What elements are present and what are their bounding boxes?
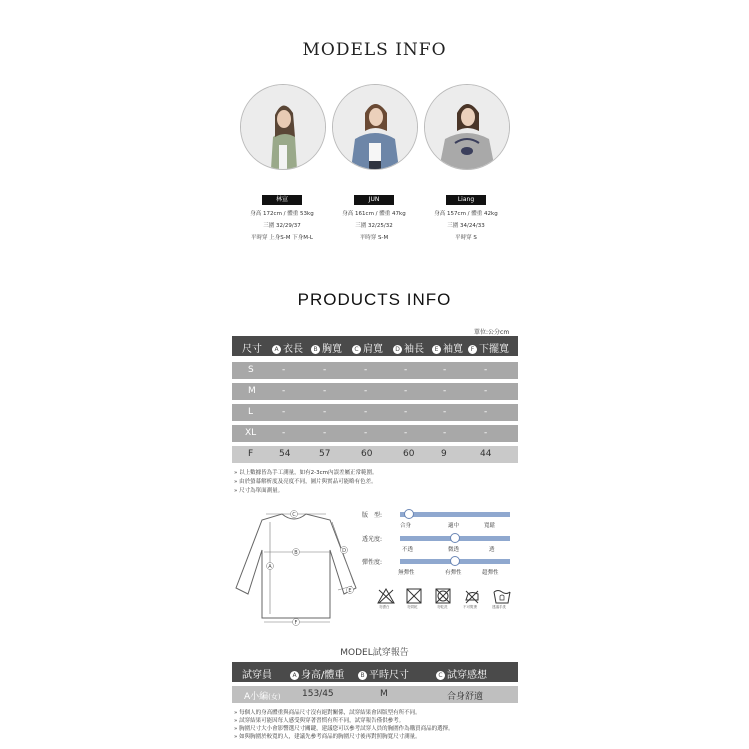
badge-f: F	[468, 345, 477, 354]
value-cell: -	[364, 365, 368, 375]
column-header-sleeve-width: E 袖寬	[432, 340, 463, 355]
opacity-option: 微透	[448, 547, 460, 553]
badge-b: B	[311, 345, 320, 354]
value-cell: -	[282, 365, 286, 375]
model-height-weight: 身高 157cm / 體重 42kg	[434, 211, 498, 217]
size-cell: L	[248, 407, 254, 417]
unit-label: 單位:公分cm	[474, 329, 510, 336]
care-label: 建議手洗	[492, 605, 506, 609]
fit-slider	[400, 512, 510, 517]
garment-measurement-diagram	[230, 504, 370, 630]
model-height-weight: 身高 172cm / 體重 53kg	[250, 211, 314, 217]
elasticity-option: 超彈性	[482, 570, 499, 576]
opacity-slider-knob	[450, 533, 460, 543]
size-column-header: 尺寸	[242, 344, 262, 355]
value-cell: -	[282, 407, 286, 417]
report-header	[232, 662, 518, 682]
model-name-tag: JUN	[354, 195, 394, 205]
model-usual-size: 平時穿 S	[455, 235, 477, 241]
model-card-1	[232, 84, 332, 241]
badge-b: B	[358, 671, 367, 680]
value-cell: -	[323, 386, 327, 396]
diagram-label-a: A	[268, 564, 272, 570]
diagram-label-f: F	[294, 620, 298, 626]
badge-c: C	[436, 671, 445, 680]
report-header-tester: 試穿員	[242, 670, 272, 681]
value-cell: -	[484, 428, 488, 438]
report-note: » 胸圍尺寸大小會影響選尺寸關鍵，建議您可以參考試穿人員的胸圍作為購買商品的選擇。	[234, 726, 454, 732]
report-note: » 如與胸圍於較寬的人，建議先參考商品的胸圍尺寸後再對照胸寬尺寸測量。	[234, 734, 421, 740]
table-row	[232, 362, 518, 379]
report-height-weight: 153/45	[302, 689, 334, 699]
column-header-sleeve-length: D 袖長	[393, 340, 424, 355]
care-label: 不可熨燙	[463, 605, 477, 609]
table-row	[232, 404, 518, 421]
report-size: M	[380, 689, 388, 699]
size-note: » 以上數據皆為手工測量，如有2-3cm內誤差屬正常範圍。	[234, 470, 378, 476]
size-cell: F	[248, 449, 254, 459]
value-cell: -	[364, 407, 368, 417]
size-note: » 由於螢幕解析度及亮度不同，圖片與實品可能略有色差。	[234, 479, 377, 485]
badge-c: C	[352, 345, 361, 354]
fit-slider-knob	[404, 509, 414, 519]
value-cell: 9	[441, 449, 447, 459]
elasticity-slider-knob	[450, 556, 460, 566]
report-feedback: 合身舒適	[447, 692, 484, 702]
diagram-label-d: D	[342, 548, 346, 554]
model-name-tag: 林宣	[262, 195, 302, 205]
fit-label: 版 型:	[362, 512, 383, 519]
value-cell: -	[404, 365, 408, 375]
opacity-option: 透	[489, 547, 495, 553]
report-title: MODEL試穿報告	[340, 648, 409, 658]
report-header-height-weight: A 身高/體重	[290, 666, 344, 681]
care-label: 勿乾洗	[437, 605, 448, 609]
column-header-shoulder: C 肩寬	[352, 340, 383, 355]
model-measurements: 三圍 32/25/32	[355, 223, 393, 229]
table-row	[232, 425, 518, 442]
size-cell: M	[248, 386, 256, 396]
diagram-label-b: B	[294, 550, 298, 556]
badge-a: A	[272, 345, 281, 354]
size-cell: XL	[245, 428, 257, 438]
report-note: » 每個人的身高體重與商品尺寸沒有絕對關係，試穿結果會因版型有所不同。	[234, 710, 421, 716]
badge-a: A	[290, 671, 299, 680]
fit-option: 合身	[400, 523, 412, 529]
opacity-option: 不透	[402, 547, 414, 553]
care-label: 勿烘乾	[407, 605, 418, 609]
value-cell: -	[364, 386, 368, 396]
value-cell: -	[323, 428, 327, 438]
value-cell: -	[484, 386, 488, 396]
model-card-2	[324, 84, 424, 241]
value-cell: 60	[403, 449, 415, 459]
fit-option: 寬鬆	[484, 523, 496, 529]
badge-d: D	[393, 345, 402, 354]
products-title: PRODUCTS INFO	[297, 290, 452, 309]
value-cell: -	[404, 386, 408, 396]
value-cell: -	[404, 428, 408, 438]
value-cell: -	[282, 386, 286, 396]
value-cell: 54	[279, 449, 291, 459]
model-usual-size: 平時穿 上身S-M 下身M-L	[250, 235, 313, 241]
badge-e: E	[432, 345, 441, 354]
report-header-usual-size: B 平時尺寸	[358, 666, 409, 681]
model-photo	[332, 84, 418, 170]
elasticity-option: 無彈性	[398, 570, 415, 576]
value-cell: -	[323, 365, 327, 375]
fit-option: 適中	[448, 523, 460, 529]
value-cell: 44	[480, 449, 492, 459]
elasticity-label: 彈性度:	[362, 559, 383, 566]
value-cell: -	[323, 407, 327, 417]
report-row	[232, 686, 518, 703]
model-name-tag: Liang	[446, 195, 486, 205]
value-cell: 57	[319, 449, 331, 459]
diagram-label-e: E	[348, 588, 352, 594]
report-header-feedback: C 試穿感想	[436, 666, 487, 681]
model-measurements: 三圍 32/29/37	[263, 223, 301, 229]
model-card-3	[416, 84, 516, 241]
value-cell: -	[484, 407, 488, 417]
model-photo	[240, 84, 326, 170]
model-measurements: 三圍 34/24/33	[447, 223, 485, 229]
value-cell: 60	[361, 449, 373, 459]
diagram-label-c: C	[292, 512, 296, 518]
column-header-length: A 衣長	[272, 340, 303, 355]
elasticity-option: 有彈性	[445, 570, 462, 576]
size-note: » 尺寸為單面測量。	[234, 488, 284, 494]
value-cell: -	[443, 365, 447, 375]
value-cell: -	[484, 365, 488, 375]
care-label: 勿漂白	[379, 605, 390, 609]
table-row	[232, 383, 518, 400]
report-tester: A小編(女)	[244, 692, 281, 702]
column-header-hem: F 下擺寬	[468, 340, 509, 355]
size-cell: S	[248, 365, 254, 375]
value-cell: -	[443, 386, 447, 396]
value-cell: -	[282, 428, 286, 438]
value-cell: -	[443, 428, 447, 438]
report-note: » 試穿結果可能因每人感受與穿著習慣有所不同，試穿報告僅供參考。	[234, 718, 405, 724]
table-row	[232, 446, 518, 463]
model-photo	[424, 84, 510, 170]
model-height-weight: 身高 161cm / 體重 47kg	[342, 211, 406, 217]
value-cell: -	[404, 407, 408, 417]
value-cell: -	[443, 407, 447, 417]
column-header-chest: B 胸寬	[311, 340, 342, 355]
model-usual-size: 平時穿 S-M	[359, 235, 389, 241]
value-cell: -	[364, 428, 368, 438]
models-title: MODELS INFO	[302, 40, 447, 60]
size-table-header	[232, 336, 518, 356]
opacity-label: 透光度:	[362, 536, 383, 543]
